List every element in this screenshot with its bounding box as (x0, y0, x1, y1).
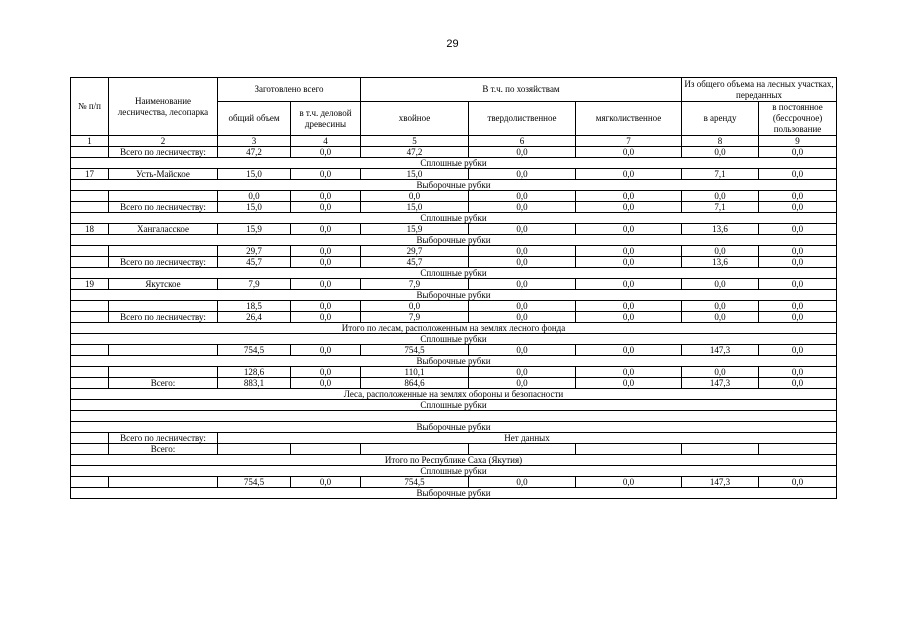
section-title: Итого по Республике Саха (Якутия) (71, 455, 837, 466)
table-cell (576, 444, 682, 455)
table-row (71, 202, 837, 213)
table-cell: 7,1 (682, 169, 759, 180)
table-cell: 0,0 (759, 301, 837, 312)
table-row (71, 433, 837, 444)
table-cell: 0,0 (469, 246, 576, 257)
table-cell: 754,5 (361, 477, 469, 488)
section-title: Сплошные рубки (71, 158, 837, 169)
table-cell: 0,0 (759, 224, 837, 235)
section-title: Сплошные рубки (71, 213, 837, 224)
table-cell: 0,0 (469, 224, 576, 235)
table-row (71, 345, 837, 356)
row-number (71, 477, 109, 488)
table-cell (361, 444, 469, 455)
table-cell: 0,0 (218, 191, 291, 202)
column-number: 7 (576, 136, 682, 147)
column-number: 4 (291, 136, 361, 147)
table-row (71, 224, 837, 235)
table-cell: 0,0 (759, 477, 837, 488)
section-title: Сплошные рубки (71, 268, 837, 279)
table-cell: 0,0 (576, 301, 682, 312)
table-cell: 864,6 (361, 378, 469, 389)
column-number: 8 (682, 136, 759, 147)
column-numbers-row (71, 136, 837, 147)
table-cell: 0,0 (759, 257, 837, 268)
forestry-name: Всего по лесничеству: (109, 312, 218, 323)
table-cell: 0,0 (576, 477, 682, 488)
section-row (71, 334, 837, 345)
forestry-name: Усть-Майское (109, 169, 218, 180)
table-cell: 0,0 (682, 191, 759, 202)
table-row (71, 378, 837, 389)
table-cell: 0,0 (759, 312, 837, 323)
table-cell: 0,0 (469, 345, 576, 356)
table-cell: 0,0 (576, 279, 682, 290)
table-cell: 0,0 (291, 169, 361, 180)
table-cell: 15,0 (218, 169, 291, 180)
header-coniferous: хвойное (361, 102, 469, 136)
table-row (71, 367, 837, 378)
table-cell: 0,0 (759, 367, 837, 378)
table-row (71, 279, 837, 290)
section-title: Сплошные рубки (71, 400, 837, 411)
table-cell: 7,9 (218, 279, 291, 290)
row-number (71, 345, 109, 356)
table-cell: 0,0 (576, 246, 682, 257)
table-cell: 147,3 (682, 345, 759, 356)
table-cell: 0,0 (361, 301, 469, 312)
column-number: 1 (71, 136, 109, 147)
forestry-name (109, 477, 218, 488)
row-number (71, 147, 109, 158)
table-cell: 754,5 (218, 345, 291, 356)
table-cell: 0,0 (576, 345, 682, 356)
table-cell: 0,0 (469, 312, 576, 323)
section-title: Выборочные рубки (71, 422, 837, 433)
table-cell: 0,0 (576, 224, 682, 235)
table-cell: 7,9 (361, 279, 469, 290)
forestry-name: Всего: (109, 378, 218, 389)
table-cell: 0,0 (576, 367, 682, 378)
table-cell: 0,0 (291, 367, 361, 378)
no-data-note: Нет данных (218, 433, 837, 444)
table-cell: 0,0 (576, 378, 682, 389)
table-cell: 0,0 (682, 246, 759, 257)
row-number: 17 (71, 169, 109, 180)
table-cell: 0,0 (469, 378, 576, 389)
forestry-name: Всего по лесничеству: (109, 147, 218, 158)
table-cell: 0,0 (291, 246, 361, 257)
forestry-name (109, 345, 218, 356)
table-cell: 0,0 (291, 191, 361, 202)
header-harvested: Заготовлено всего (218, 78, 361, 102)
row-number (71, 378, 109, 389)
column-number: 9 (759, 136, 837, 147)
section-row (71, 235, 837, 246)
table-row (71, 257, 837, 268)
forestry-name: Всего по лесничеству: (109, 433, 218, 444)
section-row (71, 400, 837, 411)
harvest-table (70, 77, 837, 499)
table-cell: 0,0 (469, 301, 576, 312)
table-cell: 0,0 (469, 202, 576, 213)
section-title: Сплошные рубки (71, 334, 837, 345)
table-cell: 0,0 (291, 202, 361, 213)
table-cell: 0,0 (576, 312, 682, 323)
table-cell: 0,0 (759, 378, 837, 389)
table-cell: 0,0 (469, 191, 576, 202)
table-cell: 29,7 (361, 246, 469, 257)
table-cell: 0,0 (759, 169, 837, 180)
table-cell: 45,7 (361, 257, 469, 268)
table-cell: 0,0 (291, 147, 361, 158)
section-title: Сплошные рубки (71, 466, 837, 477)
section-title: Леса, расположенные на землях обороны и безопасности (71, 389, 837, 400)
row-number (71, 312, 109, 323)
table-body (71, 147, 837, 499)
table-cell: 47,2 (218, 147, 291, 158)
section-row (71, 158, 837, 169)
table-cell: 15,9 (218, 224, 291, 235)
section-row (71, 213, 837, 224)
table-cell: 110,1 (361, 367, 469, 378)
table-cell: 0,0 (469, 169, 576, 180)
header-leased: Из общего объема на лесных участках, переданных (682, 78, 837, 102)
row-number (71, 191, 109, 202)
table-cell: 0,0 (576, 257, 682, 268)
table-cell: 0,0 (759, 246, 837, 257)
column-number: 3 (218, 136, 291, 147)
table-cell: 45,7 (218, 257, 291, 268)
table-cell (759, 444, 837, 455)
table-cell: 0,0 (291, 301, 361, 312)
table-cell: 0,0 (469, 257, 576, 268)
table-row (71, 477, 837, 488)
table-row (71, 191, 837, 202)
column-number: 5 (361, 136, 469, 147)
table-cell: 0,0 (291, 279, 361, 290)
table-cell: 0,0 (291, 378, 361, 389)
table-cell: 15,0 (218, 202, 291, 213)
table-cell: 15,0 (361, 202, 469, 213)
table-cell: 0,0 (759, 202, 837, 213)
forestry-name: Якутское (109, 279, 218, 290)
table-cell: 147,3 (682, 477, 759, 488)
table-cell: 147,3 (682, 378, 759, 389)
row-number (71, 246, 109, 257)
header-rent: в аренду (682, 102, 759, 136)
table-cell: 15,0 (361, 169, 469, 180)
table-cell: 0,0 (291, 257, 361, 268)
table-cell: 883,1 (218, 378, 291, 389)
table-cell: 0,0 (576, 202, 682, 213)
row-number: 18 (71, 224, 109, 235)
section-row (71, 323, 837, 334)
forestry-name: Хангаласское (109, 224, 218, 235)
table-cell: 0,0 (682, 147, 759, 158)
table-cell (469, 444, 576, 455)
column-number: 2 (109, 136, 218, 147)
section-title: Выборочные рубки (71, 290, 837, 301)
table-cell: 47,2 (361, 147, 469, 158)
header-total-volume: общий объем (218, 102, 291, 136)
table-row (71, 312, 837, 323)
table-cell: 0,0 (682, 301, 759, 312)
table-row (71, 169, 837, 180)
table-header (71, 78, 837, 147)
table-cell: 0,0 (469, 279, 576, 290)
page-number: 29 (446, 38, 459, 50)
table-cell: 0,0 (576, 169, 682, 180)
section-row (71, 422, 837, 433)
table-cell: 128,6 (218, 367, 291, 378)
table-cell: 13,6 (682, 224, 759, 235)
header-name: Наименование лесничества, лесопарка (109, 78, 218, 136)
table-row (71, 301, 837, 312)
section-row (71, 455, 837, 466)
table-cell: 0,0 (759, 191, 837, 202)
table-cell: 0,0 (576, 191, 682, 202)
header-by-farms: В т.ч. по хозяйствам (361, 78, 682, 102)
table-cell (682, 444, 759, 455)
row-number (71, 444, 109, 455)
table-row (71, 444, 837, 455)
section-title: Выборочные рубки (71, 356, 837, 367)
table-cell: 0,0 (759, 279, 837, 290)
table-cell: 0,0 (682, 367, 759, 378)
header-softwood: мягколиственное (576, 102, 682, 136)
forestry-name (109, 246, 218, 257)
table-cell: 0,0 (759, 147, 837, 158)
section-row (71, 466, 837, 477)
table-cell: 0,0 (291, 224, 361, 235)
table-cell (71, 433, 109, 444)
section-title: Выборочные рубки (71, 180, 837, 191)
blank-cell (71, 411, 837, 422)
table-row (71, 246, 837, 257)
table-cell: 15,9 (361, 224, 469, 235)
section-row (71, 180, 837, 191)
table-cell: 0,0 (361, 191, 469, 202)
table-cell: 26,4 (218, 312, 291, 323)
table-cell: 0,0 (759, 345, 837, 356)
header-num: № п/п (71, 78, 109, 136)
section-row (71, 268, 837, 279)
table-cell: 0,0 (291, 312, 361, 323)
forestry-name (109, 301, 218, 312)
table-cell: 0,0 (291, 477, 361, 488)
row-number (71, 257, 109, 268)
forestry-name: Всего по лесничеству: (109, 257, 218, 268)
table-cell: 0,0 (576, 147, 682, 158)
table-cell: 7,9 (361, 312, 469, 323)
forestry-name: Всего по лесничеству: (109, 202, 218, 213)
section-row (71, 389, 837, 400)
header-permanent: в постоянное (бессрочное) пользование (759, 102, 837, 136)
header-hardwood: твердолиственное (469, 102, 576, 136)
table-cell: 18,5 (218, 301, 291, 312)
forestry-name (109, 367, 218, 378)
header-business-wood: в т.ч. деловой древесины (291, 102, 361, 136)
table-cell: 0,0 (682, 312, 759, 323)
row-number (71, 367, 109, 378)
section-row (71, 290, 837, 301)
section-row (71, 488, 837, 499)
row-number (71, 202, 109, 213)
table-cell: 0,0 (469, 367, 576, 378)
table-cell: 29,7 (218, 246, 291, 257)
forestry-name (109, 191, 218, 202)
table-cell: 754,5 (361, 345, 469, 356)
section-title: Итого по лесам, расположенным на землях лесного фонда (71, 323, 837, 334)
table-cell: 7,1 (682, 202, 759, 213)
table-cell (291, 444, 361, 455)
forestry-name: Всего: (109, 444, 218, 455)
section-title: Выборочные рубки (71, 488, 837, 499)
table-cell: 0,0 (469, 147, 576, 158)
blank-row (71, 411, 837, 422)
row-number (71, 301, 109, 312)
table-cell: 754,5 (218, 477, 291, 488)
section-title: Выборочные рубки (71, 235, 837, 246)
table-cell: 0,0 (682, 279, 759, 290)
table-cell (218, 444, 291, 455)
row-number: 19 (71, 279, 109, 290)
table-cell: 0,0 (469, 477, 576, 488)
section-row (71, 356, 837, 367)
table-cell: 13,6 (682, 257, 759, 268)
table-cell: 0,0 (291, 345, 361, 356)
table-row (71, 147, 837, 158)
column-number: 6 (469, 136, 576, 147)
